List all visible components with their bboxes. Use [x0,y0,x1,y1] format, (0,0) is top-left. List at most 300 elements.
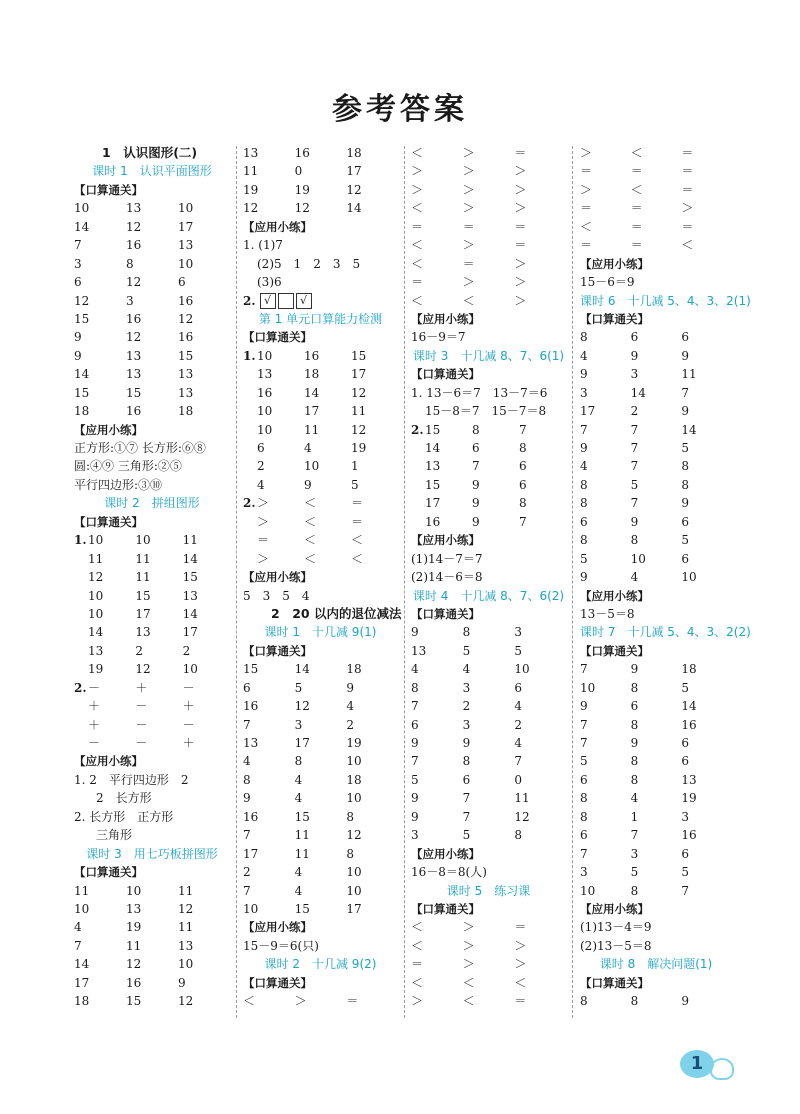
answer-cell: 5 [462,828,471,843]
answer-row [74,199,230,217]
answer-cell: 15 [74,385,90,400]
answer-cell: 3 [580,385,588,400]
answer-cell: ＝ [346,994,359,1009]
answer-cell: 14 [425,441,441,455]
answer-cell: 3 [630,367,639,382]
answer-text: 16－8＝8(人) [411,865,487,880]
answer-cell: ＞ [514,256,527,271]
answer-cell: 9 [580,699,588,714]
answer-cell: ＞ [462,146,475,160]
answer-cell: 9 [681,348,689,363]
answer-row [580,863,732,881]
answer-row [411,439,566,457]
answer-cell: ＝ [351,496,364,511]
answer-row [411,697,566,715]
answer-cell: 17 [294,736,310,750]
answer-row [411,476,566,494]
answer-cell: ＞ [514,957,527,972]
answer-cell: ＞ [257,496,270,511]
answer-cell: ＜ [304,551,317,566]
answer-cell: 15 [351,348,367,363]
answer-row [74,992,230,1010]
lesson-title: 课时 5 练习课 [446,883,531,898]
section-heading: 【口算通关】 [411,901,480,916]
answer-cell: 14 [681,699,697,714]
column-divider [236,146,237,1018]
answer-cell: 7 [472,459,480,474]
answer-cell: 7 [462,809,471,824]
answer-cell: 16 [243,809,259,824]
answer-row [243,476,398,494]
answer-cell: 15 [425,422,441,437]
answer-cell: ＝ [630,164,643,179]
answer-row [580,513,732,531]
answer-cell: 12 [346,182,362,197]
answer-cell: 11 [294,846,310,861]
answer-cell: ＜ [411,146,424,160]
answer-row [243,752,398,770]
answer-cell: 11 [178,920,194,935]
answer-cell: 8 [580,533,588,548]
answer-cell: 6 [514,680,522,695]
answer-row [243,199,398,217]
answer-row [580,457,732,475]
answer-cell: 10 [243,901,259,916]
answer-row [411,457,566,475]
lesson-title: 课时 2 十几减 9(2) [264,957,377,972]
answer-text: (1)14－7＝7 [411,551,483,566]
answer-cell: 3 [411,828,419,843]
answer-cell: ＜ [411,975,424,990]
answer-cell: 16 [126,238,142,253]
answer-row [74,568,230,586]
answer-cell: ＞ [411,994,424,1009]
answer-cell: 1 [351,459,359,474]
answer-row [74,365,230,383]
answer-cell: 17 [243,846,259,861]
answer-cell: ＞ [257,551,270,566]
answer-cell: 15 [294,901,310,916]
answer-cell: 8 [580,477,588,492]
answer-row [580,992,732,1010]
section-heading: 【口算通关】 [580,975,649,990]
answer-cell: 11 [304,422,320,437]
answer-row [243,734,398,752]
answer-cell: 8 [630,717,639,732]
answer-row [411,623,566,641]
answer-row [580,752,732,770]
answer-cell: 10 [257,348,273,363]
answer-cell: 11 [74,883,90,898]
answer-cell: 11 [294,828,310,843]
answer-row [74,550,230,568]
answer-cell: 7 [243,828,251,843]
answer-row [411,937,566,955]
answer-text: (2)14－6＝8 [411,570,483,585]
answer-cell: 10 [630,551,646,566]
answer-cell: 2 [135,643,143,658]
answer-cell: ＜ [411,201,424,216]
answer-row [243,347,398,365]
answer-cell: 8 [580,791,588,806]
answer-cell: 8 [472,422,480,437]
answer-cell: ＜ [243,994,256,1009]
answer-cell: 12 [74,293,90,308]
answer-cell: 9 [178,975,186,990]
answer-cell: 6 [681,736,689,750]
answer-cell: 14 [304,385,320,400]
answer-cell: 10 [178,256,194,271]
answer-cell: 15 [135,588,151,603]
answer-cell: 7 [243,717,251,732]
answer-cell: － [182,717,195,732]
answer-cell: 4 [580,348,588,363]
answer-cell: 7 [580,662,588,677]
lesson-title: 课时 4 十几减 8、7、6(2) [412,588,565,603]
answer-cell: ＝ [462,219,475,234]
section-heading: 【口算通关】 [74,514,143,529]
answer-cell: 11 [681,367,697,382]
answer-text: 1. 13－6＝7 13－7＝6 [411,385,548,400]
answer-cell: 9 [411,625,419,640]
lesson-title: 课时 7 十几减 5、4、3、2(2) [580,625,751,640]
answer-cell: ＞ [580,146,593,160]
answer-cell: ＞ [514,938,527,953]
answer-cell: 4 [257,477,265,492]
answer-row [74,918,230,936]
answer-cell: 2 [630,404,639,419]
answer-cell: 4 [346,699,354,714]
answer-cell: ＝ [257,533,270,548]
answer-cell: ＜ [411,920,424,935]
answer-cell: 10 [346,883,362,898]
answer-cell: 12 [294,201,310,216]
answer-cell: 10 [346,754,362,769]
answer-row [74,623,230,641]
answer-row [243,992,398,1010]
section-heading: 【口算通关】 [580,311,649,326]
answer-cell: ＝ [514,994,527,1009]
answer-cell: 16 [126,311,142,326]
answer-cell: ＝ [630,238,643,253]
answer-cell: 19 [243,182,259,197]
answer-cell: 13 [425,459,441,474]
answer-text: 圆:④⑨ 三角形:②⑤ [74,459,182,474]
answer-cell: 17 [135,606,151,621]
answer-cell: 12 [126,957,142,972]
answer-row [411,144,566,162]
answer-cell: ＞ [462,957,475,972]
answer-cell: ＋ [88,699,101,714]
answer-row [580,328,732,346]
answer-cell: 13 [126,201,142,216]
answer-cell: 15 [182,570,198,585]
answer-row [74,974,230,992]
answer-cell: 16 [178,330,194,345]
answer-cell: ＜ [462,975,475,990]
lesson-title: 课时 3 十几减 8、7、6(1) [412,348,565,363]
answer-cell: ＞ [580,182,593,197]
answer-cell: 13 [243,146,259,160]
answer-row [580,697,732,715]
answer-cell: 7 [462,791,471,806]
answer-row [411,660,566,678]
section-heading: 【应用小练】 [411,846,480,861]
answer-text: 平行四边形:③⑩ [74,477,163,492]
answer-cell: 4 [304,441,312,455]
answer-cell: 6 [519,459,527,474]
answer-cell: 16 [294,146,310,160]
answer-row [243,900,398,918]
answer-row [580,826,732,844]
answer-cell: 16 [178,293,194,308]
answer-cell: ＜ [681,238,694,253]
section-heading: 【应用小练】 [411,311,480,326]
answer-cell: 8 [519,441,527,455]
answer-row [243,826,398,844]
answer-row [580,181,732,199]
answer-cell: 12 [346,828,362,843]
answer-cell: 2 [514,717,522,732]
answer-cell: 5 [630,865,639,880]
answer-cell: 10 [74,201,90,216]
answer-cell: ＞ [514,275,527,290]
answer-row [74,882,230,900]
answer-row [580,144,732,162]
section-heading: 【应用小练】 [243,219,312,234]
answer-cell: ＝ [514,920,527,935]
answer-cell: ＝ [351,514,364,529]
answer-cell: ＜ [304,514,317,529]
answer-cell: 9 [74,348,82,363]
answer-cell: 9 [630,514,639,529]
answer-cell: 4 [294,883,303,898]
answer-text: 15－8＝7 15－7＝8 [425,404,547,419]
answer-cell: 4 [630,791,639,806]
answer-cell: 7 [411,699,419,714]
answer-cell: 7 [630,496,639,511]
answer-cell: 3 [74,256,82,271]
section-heading: 【应用小练】 [580,588,649,603]
answer-cell: 9 [630,736,639,750]
answer-cell: 6 [472,441,480,455]
answer-row [74,605,230,623]
answer-cell: 18 [346,662,362,677]
answer-cell: 13 [178,367,194,382]
answer-row [580,236,732,254]
answer-cell: ＜ [351,551,364,566]
answer-cell: ＜ [304,496,317,511]
answer-cell: 14 [681,422,697,437]
answer-row [580,162,732,180]
answer-row [243,421,398,439]
answer-cell: 19 [294,182,310,197]
answer-cell: 10 [126,883,142,898]
section-heading: 【口算通关】 [411,367,480,382]
answer-cell: ＝ [681,146,694,160]
answer-row [243,531,398,549]
answer-cell: 6 [243,680,251,695]
answer-row [74,531,230,549]
answer-cell: 5 [681,441,689,455]
answer-cell: ＝ [580,201,593,216]
answer-row [411,199,566,217]
answer-row [411,789,566,807]
answer-cell: 14 [74,219,90,234]
answer-cell: ＞ [462,201,475,216]
answer-cell: 5 [681,865,689,880]
chapter-title: 2 20 以内的退位减法 [271,605,402,621]
item-number: 2. [243,496,256,511]
answer-cell: 8 [580,994,588,1009]
section-heading: 【应用小练】 [74,754,143,769]
column-divider [404,146,405,1018]
answer-cell: 16 [243,699,259,714]
answer-cell: ＞ [411,182,424,197]
answer-column-4 [580,144,751,1011]
answer-row [74,255,230,273]
answer-cell: 6 [74,275,82,290]
answer-cell: － [88,680,101,695]
answer-cell: 2 [462,699,471,714]
answer-cell: 12 [514,809,530,824]
answer-cell: 12 [243,201,259,216]
answer-cell: 15 [126,994,142,1009]
answer-cell: 15 [126,385,142,400]
answer-cell: ＝ [681,219,694,234]
answer-row [243,550,398,568]
answer-cell: 10 [88,606,104,621]
answer-row [411,494,566,512]
answer-cell: 10 [88,533,104,548]
answer-cell: 18 [178,404,194,419]
answer-cell: 4 [294,865,303,880]
answer-row [411,236,566,254]
answer-cell: 8 [630,680,639,695]
answer-cell: 9 [681,496,689,511]
answer-cell: 6 [257,441,265,455]
answer-cell: 3 [580,865,588,880]
answer-cell: 4 [411,662,419,677]
answer-row [243,882,398,900]
lesson-title: 课时 8 解决问题(1) [599,957,713,972]
answer-text: (3)6 [257,275,282,290]
answer-cell: 18 [681,662,697,677]
answer-cell: 12 [178,311,194,326]
answer-cell: 9 [681,994,689,1009]
answer-cell: ＜ [411,238,424,253]
answer-row [580,789,732,807]
answer-row [411,918,566,936]
answer-cell: 18 [74,404,90,419]
answer-row [411,992,566,1010]
answer-row [74,697,230,715]
answer-cell: 0 [514,772,522,787]
answer-row [243,716,398,734]
answer-cell: 13 [411,643,427,658]
answer-cell: 11 [243,164,259,179]
answer-row [243,771,398,789]
answer-cell: 16 [425,514,441,529]
answer-cell: ＝ [411,957,424,972]
answer-cell: 7 [243,883,251,898]
answer-cell: ＞ [514,164,527,179]
answer-cell: 9 [304,477,312,492]
answer-row [243,513,398,531]
section-heading: 【应用小练】 [74,422,143,437]
lesson-title: 课时 3 用七巧板拼图形 [86,846,218,861]
answer-cell: 13 [126,901,142,916]
answer-cell: 8 [630,883,639,898]
section-heading: 【应用小练】 [243,570,312,585]
column-divider [572,146,573,1018]
answer-row [411,679,566,697]
answer-cell: 12 [294,699,310,714]
answer-cell: 17 [74,975,90,990]
answer-cell: 13 [243,736,259,750]
answer-cell: 7 [514,754,522,769]
answer-cell: ＝ [411,275,424,290]
item-number: 2. [243,293,256,308]
answer-cell: 2 [257,459,265,474]
answer-row [243,863,398,881]
answer-column-1 [74,144,230,1011]
answer-cell: 11 [126,938,142,953]
answer-cell: ＜ [630,146,643,160]
answer-cell: 6 [580,772,588,787]
section-heading: 【应用小练】 [243,920,312,935]
answer-cell: 3 [681,809,689,824]
answer-cell: 18 [346,146,362,160]
answer-cell: 16 [304,348,320,363]
answer-row [74,955,230,973]
answer-cell: 10 [580,883,596,898]
answer-cell: 5 [580,754,588,769]
answer-cell: ＞ [514,293,527,308]
answer-cell: 5 [411,772,419,787]
answer-cell: 3 [294,717,303,732]
answer-row [243,384,398,402]
answer-cell: 8 [514,828,522,843]
answer-cell: ＜ [462,994,475,1009]
answer-cell: 10 [182,662,198,677]
answer-row [411,734,566,752]
answer-row [580,421,732,439]
answer-text: 16－9＝7 [411,330,466,345]
answer-cell: 7 [630,459,639,474]
answer-row [580,199,732,217]
answer-cell: 10 [514,662,530,677]
answer-cell: 7 [411,754,419,769]
answer-cell: 2 [243,865,251,880]
answer-cell: 16 [681,828,697,843]
answer-cell: 12 [178,994,194,1009]
answer-cell: 8 [294,754,303,769]
answer-text: 1. (1)7 [243,238,283,253]
answer-cell: 4 [514,699,522,714]
answer-cell: ＜ [351,533,364,548]
answer-cell: ＝ [580,164,593,179]
answer-row [243,697,398,715]
answer-cell: 7 [630,828,639,843]
answer-cell: ＋ [88,717,101,732]
chapter-title: 1 认识图形(二) [102,145,198,160]
answer-cell: 2 [346,717,354,732]
answer-cell: 8 [519,496,527,511]
answer-row [580,771,732,789]
answer-cell: 10 [304,459,320,474]
answer-row [74,273,230,291]
